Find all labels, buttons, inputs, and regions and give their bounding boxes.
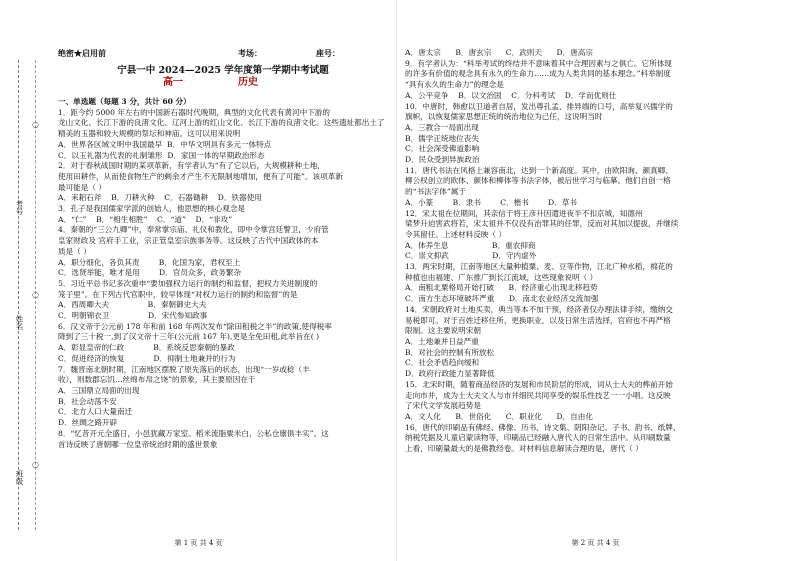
question-line: 9．有学者认为：“科举考试的终结并不意味着其中合理因素与之俱亡。它所体现 bbox=[405, 58, 672, 68]
left-question-text bbox=[58, 108, 388, 451]
question-line: 15．北宋时期，随着商品经济的发展和市民阶层的形成，词从士大夫的桦前开始 bbox=[405, 379, 673, 389]
answer-option-line: C．社会矛盾趋向缓和 bbox=[405, 358, 480, 368]
question-line: 13．两宋时期，江南等地区大量种植粟、麦、豆等作物，江北广种水稻，棉花的 bbox=[405, 262, 673, 272]
binding-dot: ○ bbox=[32, 460, 39, 469]
answer-option-line: A．唐太宗 B．唐玄宗 C．武则天 D．唐高宗 bbox=[405, 48, 593, 57]
question-line: 7．魏晋南北朝时期，江南地区摆脱了原先落后的状态，出现“一岁或稔（丰 bbox=[58, 364, 310, 374]
page-number-right: 第 2 页 共 4 页 bbox=[571, 539, 620, 547]
question-line: 3．孔子是我国儒家学派的创始人，他思想的核心观念是 bbox=[58, 204, 246, 214]
answer-option-line: A．三教合一局面出现 bbox=[405, 122, 479, 132]
answer-option-line: D．政府行政能力显著降低 bbox=[405, 369, 495, 379]
answer-option-line: C．促进经济的恢复 D．抑制土地兼并的行为 bbox=[58, 353, 236, 363]
question-line: 上看，印刷量最大的是佛教经卷。对材料信息解读合理的是，唐代（ ） bbox=[405, 444, 643, 454]
question-line: 纳税凭据及儿童启蒙读物等，印刷品已经融入唐代人的日常生活中。从印刷数量 bbox=[405, 433, 671, 443]
question-line: 种植也由福建、广东推广到长江流域，这些现象说明（ ） bbox=[405, 272, 598, 282]
question-line: 降到了三十税一,到了汉文帝十三年(公元前 167 年),更是全免田租,此举旨在( ) bbox=[58, 332, 320, 342]
subject-label: 历史 bbox=[238, 77, 258, 88]
binding-margin bbox=[0, 60, 52, 530]
binding-line bbox=[18, 60, 19, 530]
question-line: 龙山文化、长江下游的良渚文化、辽河上游的红山文化、长江下游的良渚文化。这些遗址都出土了 bbox=[58, 118, 385, 128]
grade-label: 高一 bbox=[163, 77, 183, 88]
question-line: 质是（ ） bbox=[58, 246, 91, 256]
question-line: 12．宋太祖在位期间，其亲信干将王彦升因遣进夜半不扣京城，知德州 bbox=[405, 208, 643, 218]
page-right bbox=[397, 0, 794, 561]
question-line: 走向市井，成为士大夫文人与市井细民共同享受的娱乐性技艺一一小唱。这反映 bbox=[405, 390, 671, 400]
answer-option-line: B．儒学正统地位丧失 bbox=[405, 133, 479, 143]
question-line: 了宋代文学发展趋势是 bbox=[405, 401, 481, 411]
answer-option-line: A．西周卿大夫 B．秦朝御史大夫 bbox=[58, 300, 207, 310]
exam-title: 宁县一中 2024—2025 学年度第一学期中考试题 bbox=[117, 65, 329, 76]
answer-option-line: A．彰显皇帝的仁政 B．系统反思秦朝的暴政 bbox=[58, 343, 235, 353]
answer-option-line: A．“仁” B．“相生相胜” C．“道” D．“非攻” bbox=[58, 214, 233, 224]
question-line: 16．唐代的印刷品有佛经、佛像、历书、诗文集、阴阳杂记、子书、韵书、纸牌、 bbox=[405, 422, 681, 432]
question-line: 易税即可。对于百姓迁移住所、更换职业，以及日常生活选择，官府也不再严格 bbox=[405, 315, 671, 325]
question-line: 令其留任。上述材料反映（ ） bbox=[405, 229, 507, 239]
question-line: 限制。这主要说明宋朝 bbox=[405, 326, 481, 336]
answer-option-line: B．社会动荡不安 bbox=[58, 396, 117, 406]
question-line: 皇家财政及 宫府手工业，宗正管皇室宗族事务等。这反映了古代中国政体的本 bbox=[58, 236, 319, 246]
class-label: 班级 bbox=[15, 470, 24, 485]
question-line: 8．“忆昔开元全盛日，小邑犹藏万家室。稻米流脂粟米白，公私仓廪俱丰实”。这 bbox=[58, 428, 329, 438]
question-line: 10．中唐时，韩愈以卫道者自居，发出尊孔孟、排异端的口号，高举复兴儒学的 bbox=[405, 101, 673, 111]
answer-option-line: A．土地兼并日益严重 bbox=[405, 336, 479, 346]
answer-option-line: C．社会深受佛道影响 bbox=[405, 144, 480, 154]
answer-option-line: C．以玉礼器为代表的礼制雏形 D．家国一体的早期政治形态 bbox=[58, 150, 265, 160]
answer-option-line: A．公平竞争 B．以文治国 C．分科考试 D．学而优则仕 bbox=[405, 90, 617, 100]
answer-option-line: C．崇文抑武 D．守内虚外 bbox=[405, 251, 537, 261]
answer-option-line: C．南方生态环境破坏严重 D．南北农业经济交流加强 bbox=[405, 294, 599, 304]
answer-option-line: D．丝绸之路开辟 bbox=[58, 418, 118, 428]
binding-dot: ○ bbox=[32, 120, 39, 129]
answer-option-line: A．三国鼎立局面的出现 bbox=[58, 385, 140, 395]
question-line: 4．秦朝的“三公九卿”中，奉常掌宗庙、礼仪和教化，即中令掌宫廷警卫，少府管 bbox=[58, 225, 329, 235]
question-line: 精美的玉器和较大规模的祭坛和神庙。这可以用来说明 bbox=[58, 129, 241, 139]
section-heading: 一、单选题（每题 3 分，共计 60 分） bbox=[58, 97, 191, 106]
answer-option-line: A．世界各区域文明中我国最早 B．中华文明具有多元一体特点 bbox=[58, 139, 272, 149]
page-number-left: 第 1 页 共 4 页 bbox=[174, 539, 223, 547]
seat-label: 座号： bbox=[316, 48, 340, 58]
question-line: 最可能是（ ） bbox=[58, 182, 106, 192]
right-content bbox=[405, 48, 783, 455]
question-line: 6．汉文帝于公元前 178 年和前 168 年两次发布“除田租税之半”的政策,使得税率 bbox=[58, 321, 332, 331]
answer-option-line: C．选贤举能，唯才是用 D．官员众多，政务繁杂 bbox=[58, 268, 242, 278]
left-content bbox=[58, 48, 388, 450]
answer-option-line: C．明朝锦衣卫 D．宋代参知政事 bbox=[58, 311, 208, 321]
answer-option-line: D．民众受到异族政治 bbox=[405, 155, 480, 165]
question-line: 使用田耕作，从而使食物生产的剩余才产生不无限制地增加，便有了可能”。该项革新 bbox=[58, 171, 343, 181]
answer-option-line: A．文人化 B．世俗化 C．职业化 D．自由化 bbox=[405, 411, 593, 421]
question-line: 1．距今约 5000 年左右的中国新石器时代晚期，典型的文化代表有黄河中下游的 bbox=[58, 107, 330, 117]
question-line: “具有永久的生命力”的理念是 bbox=[405, 80, 504, 90]
answer-option-line: A．小篆 B．隶书 C．楷书 D．草书 bbox=[405, 197, 578, 207]
answer-option-line: A．耒耜石斧 B．刀耕火种 C．石器锄耕 D．铁器使用 bbox=[58, 193, 262, 203]
question-line: 2．对于春秋战国时期的某项革新，有学者认为“有了它以后，大规模耕种土地， bbox=[58, 161, 325, 171]
exam-no-label: 考号 bbox=[15, 200, 24, 215]
question-line: 旗帜，以恢复儒家思想正统的统治地位为己任，这说明当时 bbox=[405, 112, 603, 122]
grade-subject bbox=[58, 78, 388, 93]
name-label: 姓名 bbox=[15, 315, 24, 330]
question-line: 笼子里”。在下列古代官职中，较早体现“对权力运行的制约和监督”的是 bbox=[58, 289, 298, 299]
question-line: 梁梦升迫害武将若，宋太祖并不仅没有治罪其的任罪，反而对其加以提拔，并继续 bbox=[405, 219, 679, 229]
right-question-text bbox=[405, 48, 783, 455]
question-line: 首诗反映了唐朝哪一位皇帝统治时期的盛世景象 bbox=[58, 439, 218, 449]
answer-option-line: B．对社会的控制有所放松 bbox=[405, 347, 495, 357]
exam-header bbox=[58, 48, 388, 60]
question-line: 14．宋朝政府对土地买卖，典当等本不加干预，经济者仅办理法律手续，缴纳交 bbox=[405, 304, 673, 314]
room-label: 考场： bbox=[238, 48, 262, 58]
question-line: 柳公权创立的欧体、颜体和柳体等书法字体，被后世学习与临摹。他们自创一格 bbox=[405, 176, 671, 186]
question-line: 的“书法字体”属于 bbox=[405, 187, 466, 197]
answer-option-line: C．北方人口大量南迁 bbox=[58, 407, 133, 417]
secret-mark: 绝密★启用前 bbox=[58, 48, 106, 58]
binding-dot: ○ bbox=[32, 290, 39, 299]
question-line: 11．唐代书法在风格上兼容南北，达到一个新高度。其中，由欧阳询、颜真卿、 bbox=[405, 165, 673, 175]
question-line: 的许多有价值的观念具有永久的生命力……成为人类共同的基本理念。”科举制度 bbox=[405, 69, 671, 79]
question-line: 5．习近平总书记多次重申“要加强权力运行的制约和监督，把权力关进制度的 bbox=[58, 278, 318, 288]
question-line: 收），则数郡忘饥…丝绵布帛之饶”的景象，其主要原因在于 bbox=[58, 375, 256, 385]
answer-option-line: A．南粗北粟格局开始打破 B．经济重心出现北移趋势 bbox=[405, 283, 598, 293]
answer-option-line: A．职分细化，各负其责 B．化国为家，君权至上 bbox=[58, 257, 241, 267]
answer-option-line: A．体养生息 B．重农抑商 bbox=[405, 240, 536, 250]
